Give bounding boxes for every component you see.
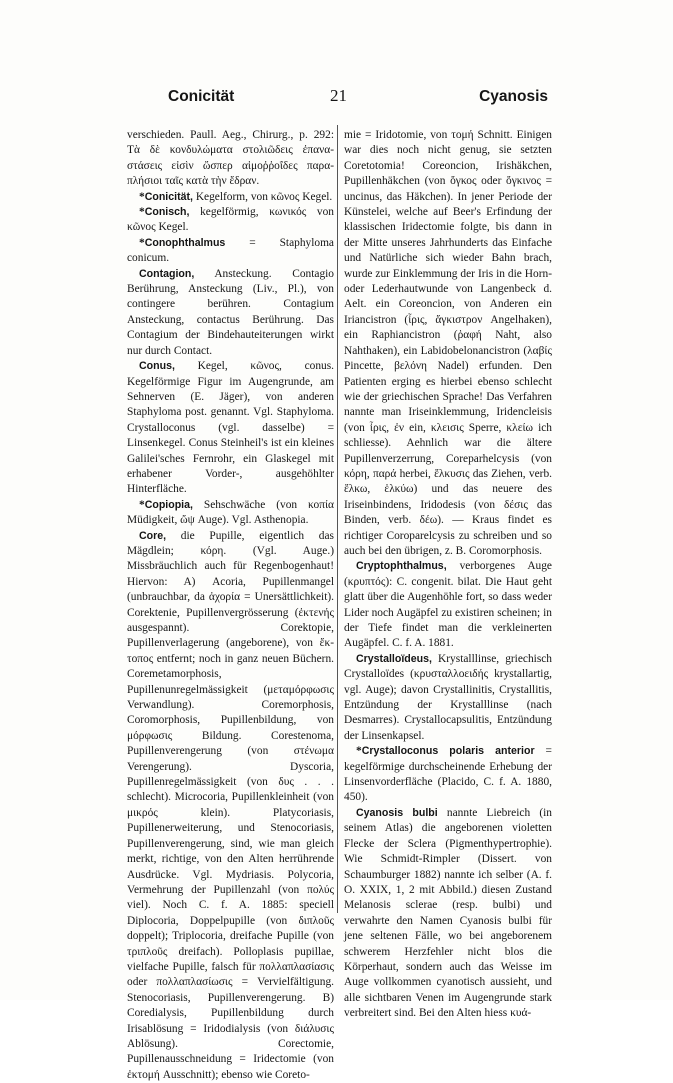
entry-crystalloconus: *Crystalloconus polaris anterior = kegelförmige durchscheinende Erhebung der Linsenvorderfläche (Placido, C. f. A. 1880, 450).	[344, 745, 552, 804]
entry-conus	[127, 359, 334, 498]
entry-body: Kegelform, von κῶνος Kegel.	[192, 190, 333, 203]
entry-conophthalmus: *Conophthalmus = Staphyloma conicum.	[127, 236, 334, 265]
continued-paragraph: mie = Iridotomie, von τομή Schnitt. Einigen war dies noch nicht genug, sie setzten Coretotomia! Coreoncion, Irishäkchen, Pupillenhäkchen (von ὄγκος oder ὄγκινος = uncinus, das Häkchen). In jener Periode der Künstelei, welche auf Beer's Erfindung der klassischen Iridectomie folgte, bis dann in der Mitte unseres Jahrhunderts das Einfache und Natürliche sich wieder Bahn brach, wurde zur Einklemmung der Iris in die Horn- oder Lederhautwunde von Langenbeck d. Aelt. ein Coreoncion, von Anderen ein Iriancistron (ἶρις, ἄγκιστρον Angelhaken), ein Raphiancistron (ῥαφή Naht, also Nahthaken), ein Labidobelonancistron (λαβίς Pincette, βελόνη Nadel) erfunden. Den Patienten erging es hierbei ebenso schlecht wie der griechischen Sprache! Das Verfahren nannte man Iriseinklemmung, Iridencleisis (von ἶρις, ἐν ein, κλεισις Sperre, κλείω ich schliesse). Aehnlich war die ältere Pupillenverzerrung, Coreparhelcysis (von κόρη, παρά herbei, ἕλκυσις das Ziehen, verb. ἕλκω, ἑλκύω) und das neuere des Iriseinbindens, Iridodesis (von δέσις das Binden, verb. δέω). — Kraus findet es richtiger Coroparelcysis zu schreiben und so auch bei den übrigen, z. B. Coromorphosis.	[344, 129, 552, 557]
continued-paragraph: verschieden. Paull. Aeg., Chirurg., p. 292: Τὰ δὲ κονδυλώματα στολιῶδεις ἐπανα-στάσεις εἰσὶν ὥσπερ αἱμοῤῥοΐδες παρα-πλήσιοι ταῖς κατὰ τὴν ἕδραν.	[127, 129, 334, 188]
entry-crystalloideus	[344, 652, 552, 744]
entry-conicitaet: *Conicität, Kegelform, von κῶνος Kegel.	[139, 190, 333, 203]
entry-body: kegelförmig, κωνικός von κῶνος Kegel.	[127, 206, 334, 234]
right-column	[344, 128, 552, 1022]
entry-term: Conicität,	[144, 190, 193, 203]
entry-term: Crystalloconus polaris anterior	[361, 745, 535, 758]
entry-term: Core,	[139, 529, 167, 542]
entry-body: Kegel, κῶνος, conus. Kegelförmige Figur im Augengrunde, am Sehnerven (E. Jäger), von anderen Staphyloma post. genannt. Vgl. Staphyloma. Crystalloconus (vgl. dasselbe) = Linsenkegel. Conus Steinheil's ist ein kleines Galilei'sches Fernrohr, ein Glaskegel mit erhabener Vorder-, ausgehöhlter Hinterfläche.	[127, 360, 334, 496]
entry-term: Contagion,	[139, 267, 195, 280]
entry-body: verborgenes Auge (κρυπτός): C. congenit. bilat. Die Haut geht glatt über die Augenhöhle fort, so dass weder Lider noch Augäpfel zu existiren scheinen; in der Tiefe findet man die verkleinerten Augäpfel. C. f. A. 1881.	[344, 560, 552, 650]
page-header	[168, 88, 548, 110]
entry-term: Cyanosis bulbi	[356, 806, 438, 819]
entry-term: Conisch,	[144, 206, 190, 219]
entry-body: = Staphyloma conicum.	[127, 236, 334, 265]
entry-conisch: *Conisch, kegelförmig, κωνικός von κῶνος Kegel.	[127, 206, 334, 234]
entry-body: nannte Liebreich (in seinem Atlas) die angeborenen violetten Flecke der Sclera (Pigmenthypertrophie). Wie Schmidt-Rimpler (Dissert. von Schaumburger 1882) nannte ich selber (A. f. O. XXIX, 1, 2 mit Abbild.) diesen Zustand Melanosis sclerae (resp. bulbi) und verwahrte den Namen Cyanosis bulbi für jene seltenen Fälle, wo bei angeborenem schwerem Herzfehler nicht blos die Körperhaut, sondern auch das Weisse im Auge vollkommen cyanotisch aussieht, und alle sichtbaren Venen im Augengrunde stark verbreitert sind. Bei den Alten hiess κυά-	[344, 806, 552, 1020]
entry-contagion	[127, 267, 334, 359]
entry-body: die Pupille, eigentlich das Mägdlein; κόρη. (Vgl. Auge.) Missbräuchlich auch für Regenbogenhaut! Hiervon: A) Acoria, Pupillenmangel (unbrauchbar, da ἀχορία = Unersättlichkeit). Corektenie, Pupillenvergrösserung (ἐκτενής ausgespannt). Corektopie, Pupillenverlagerung (angeborene), von ἔκ-τοπος entfernt; noch in ganz neuen Büchern. Coremetamorphosis, Pupillenunregelmässigkeit (μεταμόρφωσις Verwandlung). Coremorphosis, Coromorphosis, Pupillenbildung, von μόρφωσις Bildung. Corestenoma, Pupillenverengerung (von στένωμα Verengerung). Dyscoria, Pupillenregelmässigkeit (von δυς . . . schlecht). Microcoria, Pupillenkleinheit (von μικρός klein). Platycoriasis, Pupillenerweiterung, und Stenocoriasis, Pupillenverengerung, sind, wie man gleich merkt, richtige, von den Alten herrührende Ausdrücke. Vgl. Mydriasis. Polycoria, Vermehrung der Pupillenzahl (von πολύς viel). Noch C. f. A. 1885: speciell Diplocoria, Doppelpupille (von διπλοῦς doppelt); Triplocoria, dreifache Pupille (von τριπλοῦς dreifach). Polloplasis pupillae, vielfache Pupille, falsch für πολλαπλασίασις oder πολλαπλασίωσις = Vervielfältigung. Stenocoriasis, Pupillenverengerung. B) Coredialysis, Pupillenbildung durch Irisablösung = Iridodialysis (von διάλυσις Ablösung). Corectomie, Pupillenausschneidung = Iridectomie (von ἐκτομή Ausschnitt); ebenso wie Coreto-	[127, 529, 334, 1081]
entry-copiopia: *Copiopia, Sehschwäche (von κοπία Müdigkeit, ὤψ Auge). Vgl. Asthenopia.	[127, 498, 334, 527]
entry-body: Ansteckung. Contagio Berührung, Ansteckung (Liv., Pl.), von contingere berühren. Contagium Ansteckung, contactus Berührung. Das Contagium der Bindehauteiterungen wirkt nur durch Contact.	[127, 267, 334, 357]
entry-body: = kegelförmige durchscheinende Erhebung der Linsenvorderfläche (Placido, C. f. A. 1880, 450).	[344, 745, 552, 804]
left-column	[127, 128, 334, 1083]
entry-term: Copiopia,	[144, 498, 193, 511]
entry-body: Sehschwäche (von κοπία Müdigkeit, ὤψ Auge). Vgl. Asthenopia.	[127, 498, 334, 527]
entry-body: Krystalllinse, griechisch Crystalloïdes (κρυσταλλοειδής krystallartig, vgl. Auge); davon Crystallinitis, Crystallitis, Entzündung der Krystalllinse (nach Desmarres). Crystallocapsulitis, Entzündung der Linsenkapsel.	[344, 652, 552, 742]
entry-term: Conophthalmus	[144, 236, 226, 249]
entry-term: Crystalloïdeus,	[356, 652, 432, 665]
entry-cyanosis-bulbi	[344, 806, 552, 1022]
running-head-left: Conicität	[168, 88, 235, 105]
running-head-right: Cyanosis	[479, 88, 548, 105]
entry-cryptophthalmus	[344, 559, 552, 651]
column-divider	[337, 125, 338, 913]
page-number: 21	[330, 86, 347, 105]
entry-term: Conus,	[139, 360, 175, 373]
entry-term: Cryptophthalmus,	[356, 560, 447, 573]
